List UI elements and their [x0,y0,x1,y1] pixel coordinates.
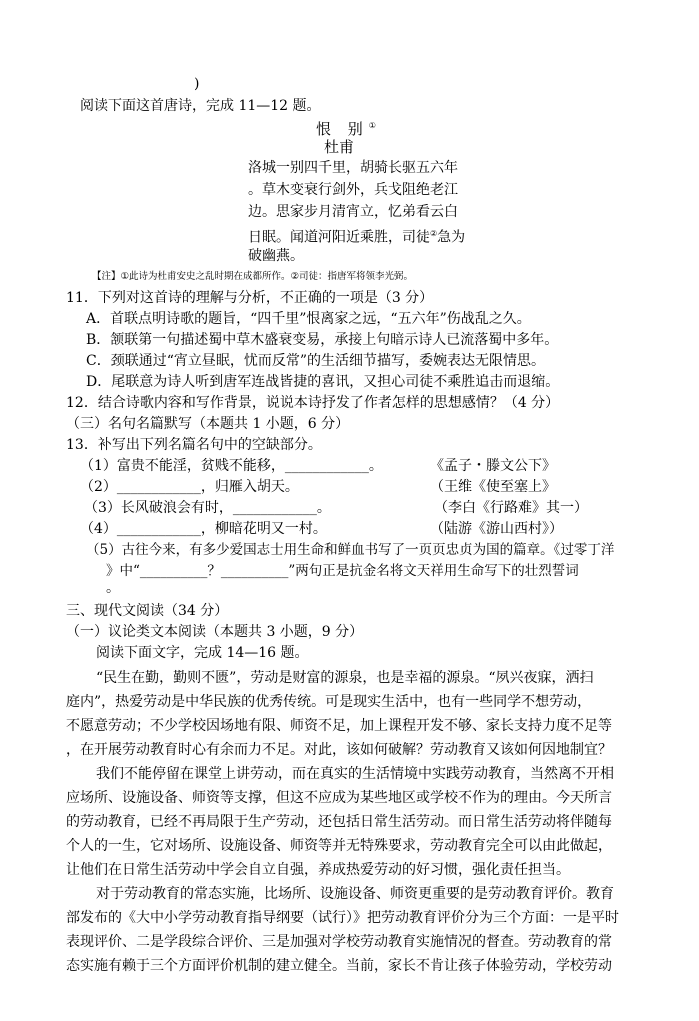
q13-item-2: （2）____________，归雁入胡天。 [80,479,299,495]
passage-line-5: 我们不能停留在课堂上讲劳动，而在真实的生活情境中实践劳动教育，当然离不开相 [96,766,614,782]
poem-line-5: 破幽燕。 [248,248,304,264]
q12-stem: 12．结合诗歌内容和写作背景，说说本诗抒发了作者怎样的思想感情？（4 分） [66,395,560,411]
part3-title: 三、现代文阅读（34 分） [66,603,229,619]
passage-intro: 阅读下面文字，完成 14—16 题。 [96,645,309,661]
poem-line-4-tail: 急为 [437,229,466,246]
q13-item-4: （4）____________，柳暗花明又一村。 [80,521,327,537]
poem-line-3: 边。思家步月清宵立，忆弟看云白 [248,204,458,220]
q11-option-a: A．首联点明诗歌的题旨，“四千里”恨离家之远，“五六年”伤战乱之久。 [86,311,531,327]
poem-line-4-text: 日眠。闻道河阳近乘胜，司徒 [248,229,430,246]
sub1-title: （一）议论类文本阅读（本题共 3 小题，9 分） [66,624,364,640]
q13-item-3: （3）长风破浪会有时，____________。 [84,500,331,516]
passage-line-8: 个人的一生，它对场所、设施设备、师资等并无特殊要求，劳动教育完全可以由此做起， [66,838,612,854]
poem-line-1: 洛城一别四千里，胡骑长驱五六年 [248,160,458,176]
passage-line-10: 对于劳动教育的常态实施，比场所、设施设备、师资更重要的是劳动教育评价。教育 [96,886,614,902]
poem-line-4 [248,224,465,248]
q11-option-d: D．尾联意为诗人听到唐军连战皆捷的喜讯，又担心司徒不乘胜追击而退缩。 [86,374,560,390]
q13-item-3-source: （李白《行路难》其一） [434,500,588,516]
passage-line-4: ，在开展劳动教育时心有余而力不足。对此，该如何破解？劳动教育又该如何因地制宜？ [66,742,612,758]
passage-line-13: 态实施有赖于三个方面评价机制的建立健全。当前，家长不肯让孩子体验劳动，学校劳动 [66,958,612,974]
poem-title-text: 恨 别 [316,120,369,138]
top-paren: ) [194,76,200,92]
q13-stem: 13．补写出下列名篇名句中的空缺部分。 [66,437,322,453]
q13-item-4-source: （陆游《游山西村》） [430,521,563,537]
passage-line-1: “民生在勤，勤则不匮”，劳动是财富的源泉，也是幸福的源泉。“夙兴夜寐，洒扫 [96,670,594,686]
poem-note: 【注】①此诗为杜甫安史之乱时期在成都所作。②司徒：指唐军将领李光弼。 [92,271,414,282]
passage-line-7: 的劳动教育，已经不再局限于生产劳动，还包括日常生活劳动。而日常生活劳动将伴随每 [66,814,612,830]
poem-title [316,116,382,139]
q13-item-5-line-1: （5）古往今来，有多少爱国志士用生命和鲜血书写了一页页忠贞为国的篇章。《过零丁洋 [86,542,615,558]
q13-item-2-source: （王维《使至塞上》 [430,479,556,495]
passage-line-2: 庭内”，热爱劳动是中华民族的优秀传统。可是现实生活中，也有一些同学不想劳动， [66,694,592,710]
passage-line-11: 部发布的《大中小学劳动教育指导纲要（试行）》把劳动教育评价分为三个方面：一是平时 [66,910,619,926]
q11-option-c: C．颈联通过“宵立昼眠，忧而反常”的生活细节描写，委婉表达无限情思。 [86,353,546,369]
passage-line-6: 应场所、设施设备、师资等支撑，但这不应成为某些地区或学校不作为的理由。今天所言 [66,790,612,806]
q13-item-5-line-2: 》中“__________？__________”两句正是抗金名将文天祥用生命写下的壮烈誓词 [106,563,579,579]
poem-author: 杜甫 [324,138,355,156]
passage-line-9: 让他们在日常生活劳动中学会自立自强，养成热爱劳动的好习惯，强化责任担当。 [66,862,570,878]
q13-item-1-source: 《孟子・滕文公下》 [430,458,556,474]
q13-item-5-line-3: 。 [106,580,120,596]
poem-line-4-note-mark: ② [430,229,438,238]
q11-option-b: B．颔联第一句描述蜀中草木盛衰变易，承接上句暗示诗人已流落蜀中多年。 [86,332,559,348]
section3-title: （三）名句名篇默写（本题共 1 小题，6 分） [66,416,350,432]
q11-stem: 11．下列对这首诗的理解与分析，不正确的一项是（3 分） [66,290,434,306]
poem-intro: 阅读下面这首唐诗，完成 11—12 题。 [80,98,321,114]
passage-line-12: 表现评价、二是学段综合评价、三是加强对学校劳动教育实施情况的督查。劳动教育的常 [66,934,612,950]
q13-item-1: （1）富贵不能淫，贫贱不能移，____________。 [80,458,383,474]
passage-line-3: 不愿意劳动；不少学校因场地有限、师资不足，加上课程开发不够、家长支持力度不足等 [66,718,612,734]
poem-line-2: 。草木变衰行剑外，兵戈阻绝老江 [248,182,458,198]
poem-title-note-mark: ① [368,121,382,130]
